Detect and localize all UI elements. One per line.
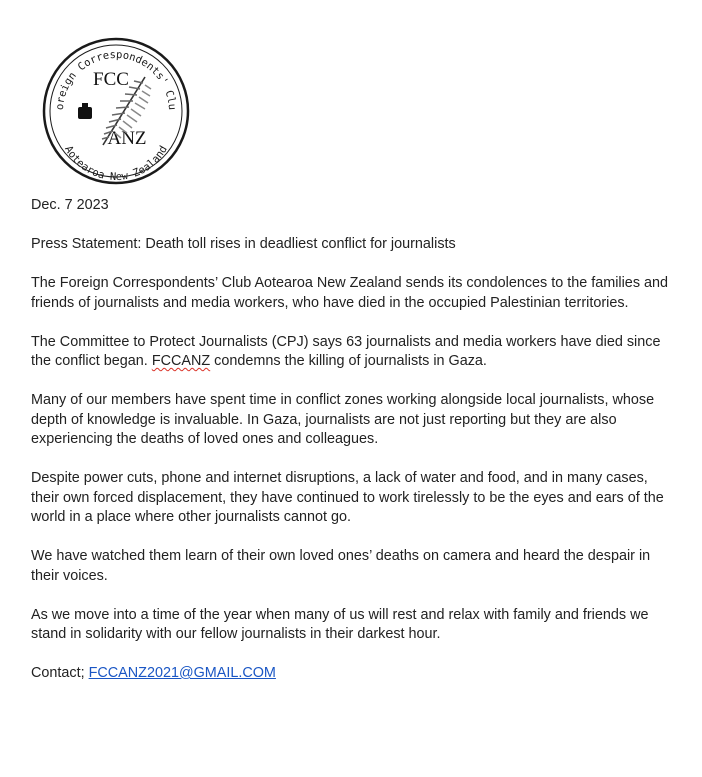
paragraph [31, 333, 671, 372]
contact-email-link[interactable]: FCCANZ2021@GMAIL.COM [88, 665, 276, 681]
spellcheck-flagged-word: FCCANZ [151, 353, 211, 369]
statement-date: Dec. 7 2023 [31, 197, 109, 213]
paragraph-text: condemns the killing of journalists in Gaza. [214, 353, 487, 369]
fcc-logo [41, 37, 191, 185]
fcc-logo-emblem [41, 37, 191, 185]
logo-arc-top-text: oreign Correspondents' Clu [53, 48, 179, 111]
paragraph: Many of our members have spent time in conflict zones working alongside local journalists, whose depth of knowledge is invaluable. In Gaza, journalists are not just reporting but they are also experiencing the deaths of loved ones and colleagues. [31, 392, 655, 447]
contact-line [31, 664, 671, 684]
statement-headline: Press Statement: Death toll rises in deadliest conflict for journalists [31, 236, 456, 252]
logo-anz-text: ANZ [107, 128, 147, 149]
paragraph: We have watched them learn of their own loved ones’ deaths on camera and heard the despair in their voices. [31, 548, 651, 584]
press-statement [31, 196, 671, 703]
paragraph: Despite power cuts, phone and internet disruptions, a lack of water and food, and in many cases, their own forced displacement, they have continued to work tirelessly to be the eyes and ears of the world in a place where other journalists cannot go. [31, 470, 664, 525]
logo-arc-bottom-text: Aotearoa New Zealand [62, 143, 170, 184]
paragraph: As we move into a time of the year when many of us will rest and relax with family and friends we stand in solidarity with our fellow journalists in their darkest hour. [31, 606, 649, 642]
paragraph: The Foreign Correspondents’ Club Aotearoa New Zealand sends its condolences to the families and friends of journalists and media workers, who have died in the occupied Palestinian territories. [31, 275, 669, 311]
contact-label: Contact; [31, 665, 85, 681]
logo-fcc-text: FCC [93, 69, 129, 90]
paragraph-text: The Committee to Protect Journalists (CPJ) says 63 journalists and media workers have died since the conflict began. [31, 333, 661, 369]
